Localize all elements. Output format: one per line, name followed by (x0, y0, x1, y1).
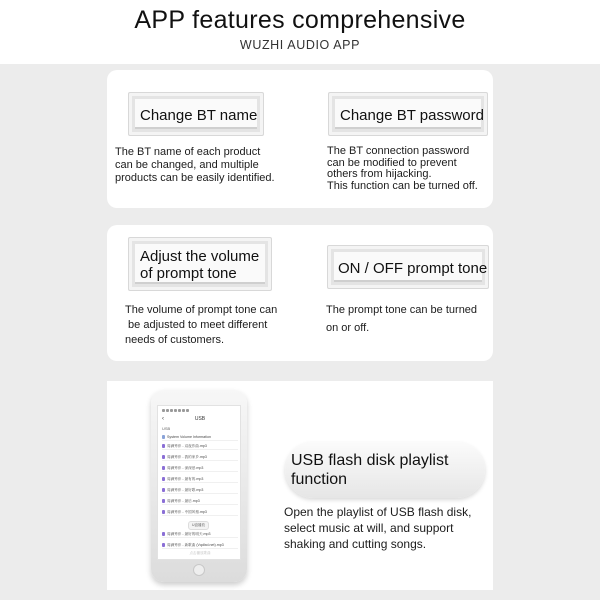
usb-playlist-description: Open the playlist of USB flash disk, select music at will, and support shaking and cutting songs. (284, 505, 472, 551)
phone-section-label: USB (162, 426, 171, 431)
home-button[interactable] (193, 564, 205, 576)
phone-toast: U盘播放 (188, 521, 209, 530)
phone-nav-title: USB (194, 416, 206, 422)
list-item[interactable]: 周满秀伴 - 最好歌.mp3 (162, 486, 238, 494)
phone-screen (157, 405, 241, 560)
list-item[interactable]: 周满秀伴 - 新歌曲 (Vqdlxd.net).mp3 (162, 541, 238, 549)
adjust-volume-label (128, 237, 272, 291)
phone-nav-bar (158, 414, 241, 424)
on-off-prompt-tone-description: The prompt tone can be turned on or off. (326, 304, 478, 334)
on-off-prompt-tone-text: ON / OFF prompt tone (338, 260, 488, 277)
change-bt-password-text: Change BT password (340, 107, 484, 124)
list-item[interactable]: 周满秀伴 - 我的家乡.mp3 (162, 453, 238, 461)
status-bar (162, 408, 238, 412)
music-note-icon (162, 532, 165, 536)
music-note-icon (162, 455, 165, 459)
list-item[interactable]: 周满秀伴 - 深深爱.mp3 (162, 464, 238, 472)
music-note-icon (162, 510, 165, 514)
change-bt-name-label (128, 92, 264, 136)
adjust-volume-text: Adjust the volume of prompt tone (140, 248, 260, 282)
phone-mockup (151, 390, 247, 582)
list-item[interactable]: 周满秀伴 - 双夜作曲.mp3 (162, 442, 238, 450)
page-header (0, 0, 600, 64)
change-bt-name-description: The BT name of each product can be changed, and multiple products can be easily identified. (115, 146, 275, 184)
music-note-icon (162, 543, 165, 547)
phone-footer: 点击播放歌曲 (189, 551, 211, 555)
list-item[interactable]: 周满秀伴 - 中国风格.mp3 (162, 508, 238, 516)
list-item[interactable]: 周满秀伴 - 最有的.mp3 (162, 475, 238, 483)
music-note-icon (162, 499, 165, 503)
music-note-icon (162, 444, 165, 448)
folder-icon (162, 435, 165, 439)
adjust-volume-description: The volume of prompt tone can be adjusted to meet different needs of customers. (125, 304, 278, 346)
usb-playlist-text: USB flash disk playlist function (291, 452, 449, 488)
usb-playlist-label (285, 442, 485, 498)
list-item[interactable]: System Volume Information (162, 433, 238, 441)
music-note-icon (162, 488, 165, 492)
page-title: APP features comprehensive (134, 6, 466, 34)
page-subtitle: WUZHI AUDIO APP (239, 38, 361, 52)
on-off-prompt-tone-label (327, 245, 489, 289)
change-bt-password-description: The BT connection password can be modified to prevent others from hijacking. This function can be turned off. (327, 145, 478, 192)
music-note-icon (162, 477, 165, 481)
list-item[interactable]: 周满秀伴 - 最后.mp3 (162, 497, 238, 505)
music-note-icon (162, 466, 165, 470)
change-bt-name-text: Change BT name (140, 107, 258, 124)
list-item[interactable]: 周满秀伴 - 最好的明天.mp3 (162, 530, 238, 538)
back-icon[interactable]: ‹ (162, 416, 164, 422)
change-bt-password-label (328, 92, 488, 136)
